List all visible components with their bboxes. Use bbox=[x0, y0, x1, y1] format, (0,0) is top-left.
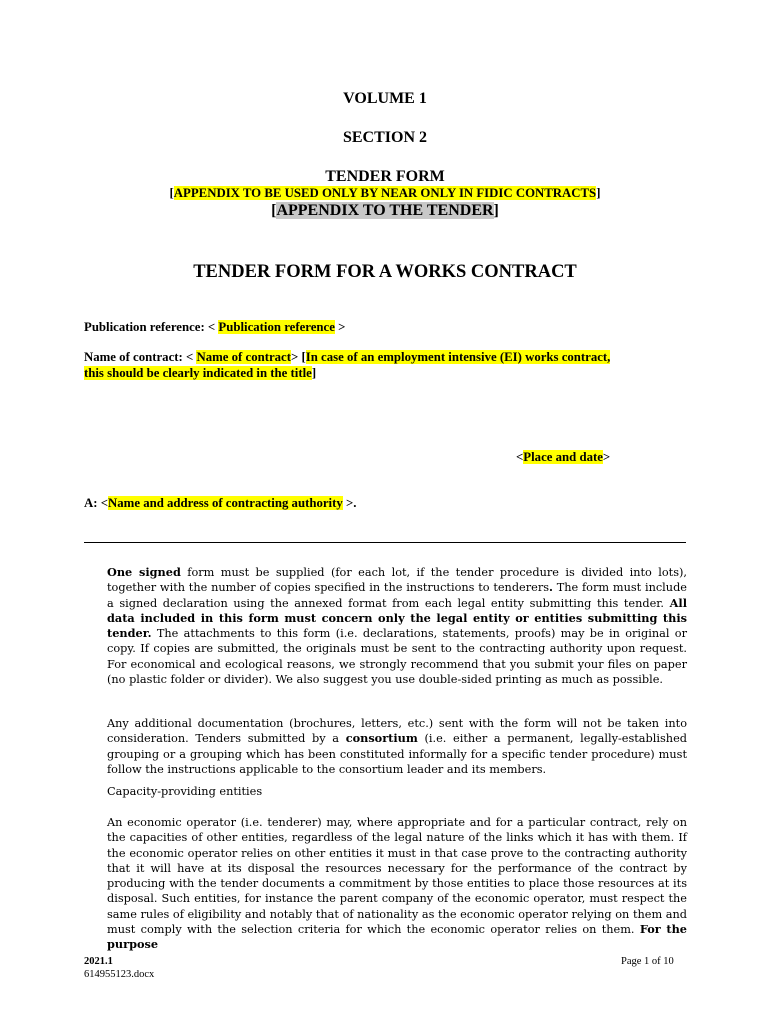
p2-text-2: (i.e. either a permanent, legally-established grouping or a grouping which has been constituted informally for a specific tender procedure) must follow the instructions applicable to the consortium leader and its members. bbox=[107, 732, 687, 776]
form-title: TENDER FORM bbox=[325, 168, 445, 185]
addressee-value: Name and address of contracting authority bbox=[108, 496, 343, 510]
p1-strong-3: All data included in this form must concern only the legal entity or entities submitting this tender. bbox=[107, 595, 687, 641]
appendix-title: [APPENDIX TO THE TENDER] bbox=[271, 202, 499, 219]
p4-text: An economic operator (i.e. tenderer) may, where appropriate and for a particular contract, rely on the capacities of other entities, regardless of the legal nature of the links which it has with them. If the economic operator relies on other entities it must in that case prove to the contracting authority that it will have at its disposal the resources necessary for the performance of the contract by producing with the tender documents a commitment by those entities to place those resources at its disposal. Such entities, for instance the parent company of the economic operator, must respect the same rules of eligibility and notably that of nationality as the economic operator relying on them and must comply with the selection criteria for which the economic operator relies on them. bbox=[107, 816, 687, 937]
appendix-title-text: APPENDIX TO THE TENDER bbox=[276, 202, 494, 219]
p1-text-1: form must be supplied (for each lot, if the tender procedure is divided into lots), together with the number of copies specified in the instructions to tenderers bbox=[107, 566, 687, 595]
horizontal-rule bbox=[84, 542, 686, 543]
addressee-label: A: bbox=[84, 496, 98, 510]
p2-strong: consortium bbox=[345, 731, 418, 746]
addressee-line: A: <Name and address of contracting authority >. bbox=[84, 496, 357, 510]
publication-label: Publication reference: bbox=[84, 320, 205, 334]
section-heading: SECTION 2 bbox=[342, 129, 428, 146]
contract-label: Name of contract: bbox=[84, 350, 183, 364]
contract-note-line1: In case of an employment intensive (EI) works contract, bbox=[305, 350, 611, 364]
instructions-paragraph-1 bbox=[107, 565, 687, 687]
footer-filename: 614955123.docx bbox=[84, 969, 155, 980]
instructions-paragraph-4 bbox=[107, 815, 687, 953]
p1-text-3: The attachments to this form (i.e. declarations, statements, proofs) may be in original or copy. If copies are submitted, the originals must be sent to the contracting authority upon request. For economical and ecological reasons, we strongly recommend that you submit your files on paper (no plastic folder or divider). We also suggest you use double-sided printing as much as possible. bbox=[107, 627, 687, 687]
contract-name-line2: this should be clearly indicated in the title] bbox=[84, 366, 317, 380]
main-title: TENDER FORM FOR A WORKS CONTRACT bbox=[193, 262, 577, 282]
place-date-value: Place and date bbox=[523, 450, 603, 464]
footer-page-number: Page 1 of 10 bbox=[621, 956, 674, 967]
appendix-note-text: APPENDIX TO BE USED ONLY BY NEAR ONLY IN FIDIC CONTRACTS bbox=[173, 186, 597, 200]
publication-reference-line: Publication reference: < Publication reference > bbox=[84, 320, 346, 334]
contract-note-line2: this should be clearly indicated in the title bbox=[84, 366, 312, 380]
p1-strong-2: . bbox=[549, 580, 553, 595]
volume-heading: VOLUME 1 bbox=[343, 90, 427, 107]
contract-name-line1: Name of contract: < Name of contract> [In case of an employment intensive (EI) works contract, bbox=[84, 350, 611, 364]
place-and-date: <Place and date> bbox=[516, 450, 611, 464]
p1-text-2: The form must include a signed declaration using the annexed format from each legal entity submitting this tender. bbox=[107, 581, 687, 610]
p2-text-1: Any additional documentation (brochures, letters, etc.) sent with the form will not be taken into consideration. Tenders submitted by a bbox=[107, 717, 687, 746]
capacity-heading bbox=[107, 784, 687, 799]
publication-value: Publication reference bbox=[218, 320, 335, 334]
p1-strong-1: One signed bbox=[107, 565, 181, 579]
contract-value: Name of contract bbox=[196, 350, 291, 364]
appendix-note: [APPENDIX TO BE USED ONLY BY NEAR ONLY IN FIDIC CONTRACTS] bbox=[169, 186, 601, 200]
capacity-heading-text: Capacity-providing entities bbox=[107, 785, 263, 798]
instructions-paragraph-2 bbox=[107, 716, 687, 777]
p4-strong: For the purpose bbox=[107, 922, 687, 952]
footer-version: 2021.1 bbox=[84, 956, 113, 967]
